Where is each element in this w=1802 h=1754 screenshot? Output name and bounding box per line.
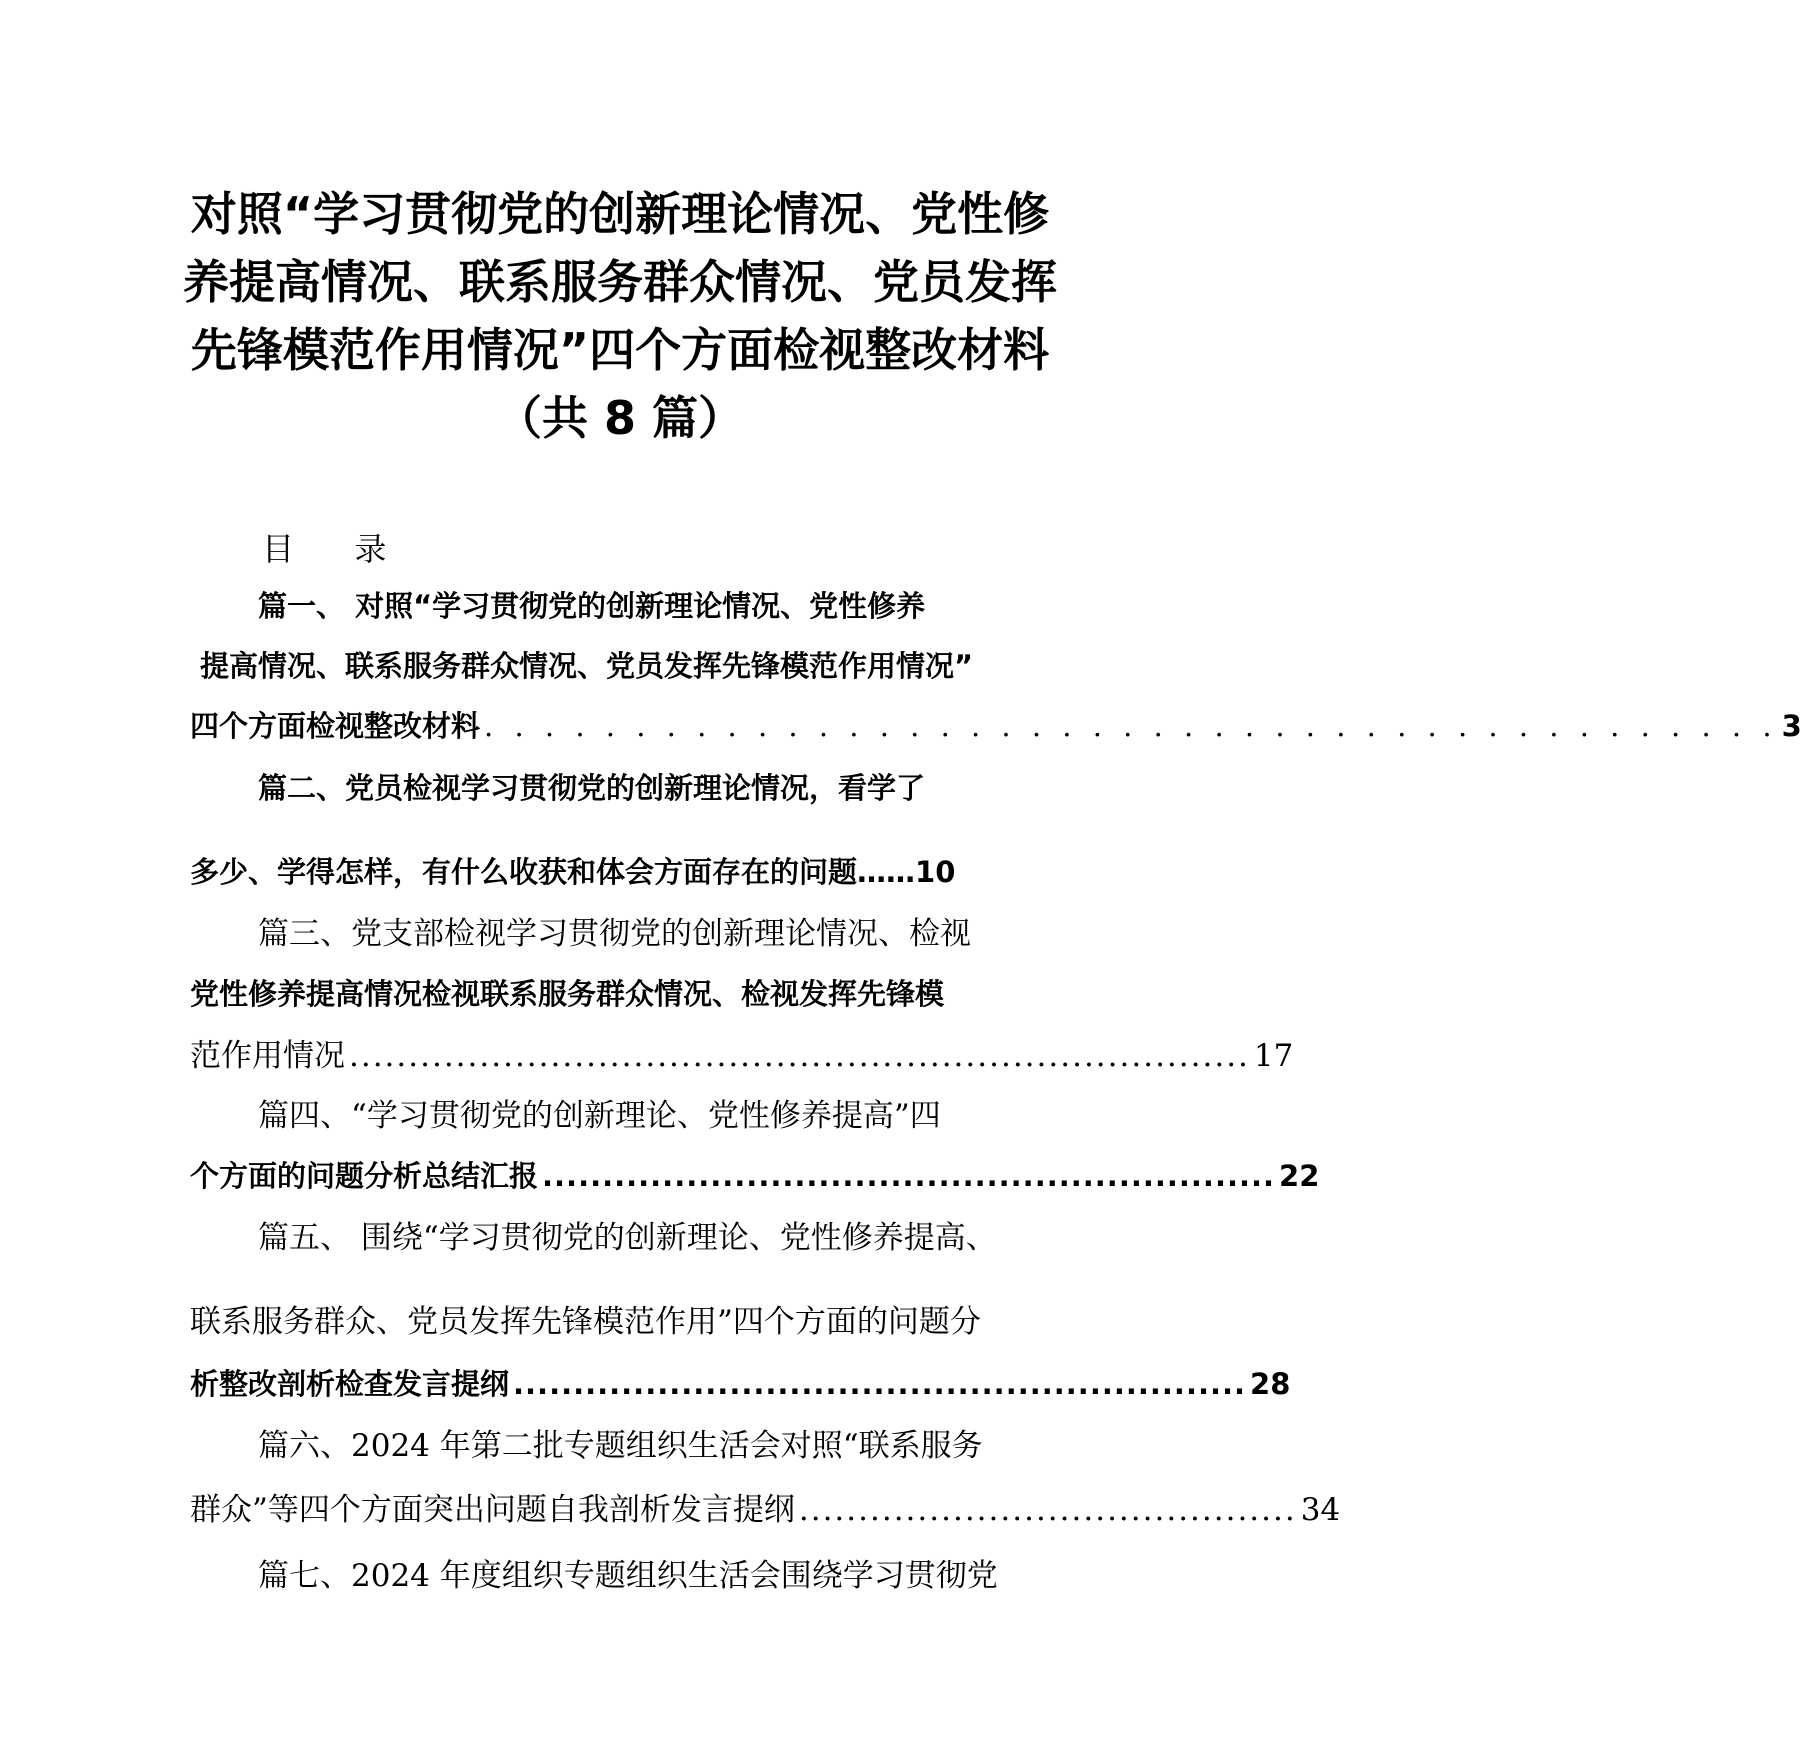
toc-entry-5-line-1[interactable]: 篇五、 围绕“学习贯彻党的创新理论、党性修养提高、 — [258, 1220, 997, 1256]
toc-entry-2-page: 10 — [915, 855, 956, 889]
toc-entry-1-last[interactable] — [190, 706, 1802, 746]
toc-entry-1-text: 四个方面检视整改材料 — [190, 709, 481, 743]
title-line-1: 对照“学习贯彻党的创新理论情况、党性修 — [190, 187, 1050, 241]
toc-entry-3-leader: ............................................................................ — [349, 1038, 1250, 1074]
toc-entry-6-last[interactable] — [190, 1490, 1341, 1530]
toc-entry-1-page: 3 — [1781, 709, 1802, 743]
toc-entry-3-page: 17 — [1253, 1038, 1294, 1074]
toc-entry-4-page: 22 — [1279, 1159, 1320, 1193]
toc-entry-5-leader: ............................................................. — [513, 1367, 1247, 1401]
toc-entry-4-leader: ............................................................. — [542, 1159, 1276, 1193]
title-line-4: （共 8 篇） — [495, 391, 745, 445]
document-title — [160, 180, 1080, 452]
toc-heading — [262, 524, 386, 570]
toc-entry-3-line-2[interactable]: 党性修养提高情况检视联系服务群众情况、检视发挥先锋模 — [190, 977, 945, 1011]
toc-entry-6-leader: .......................................... — [798, 1492, 1297, 1528]
toc-entry-4-text: 个方面的问题分析总结汇报 — [190, 1159, 539, 1193]
toc-entry-6-text: 群众”等四个方面突出问题自我剖析发言提纲 — [190, 1492, 795, 1528]
toc-entry-6-page: 34 — [1300, 1492, 1341, 1528]
toc-entry-3-line-1[interactable]: 篇三、党支部检视学习贯彻党的创新理论情况、检视 — [258, 916, 971, 952]
toc-entry-5-text: 析整改剖析检查发言提纲 — [190, 1367, 510, 1401]
toc-entry-4-last[interactable] — [190, 1156, 1320, 1196]
toc-entry-1-line-1[interactable]: 篇一、 对照“学习贯彻党的创新理论情况、党性修养 — [258, 589, 926, 623]
toc-entry-7-line-1[interactable]: 篇七、2024 年度组织专题组织生活会围绕学习贯彻党 — [258, 1558, 998, 1594]
toc-entry-5-last[interactable] — [190, 1364, 1291, 1404]
toc-heading-char-2: 录 — [354, 530, 387, 568]
toc-entry-2-text: 多少、学得怎样，有什么收获和体会方面存在的问题…… — [190, 855, 916, 889]
toc-entry-3-text: 范作用情况 — [190, 1038, 345, 1074]
toc-heading-char-1: 目 — [262, 530, 295, 568]
title-line-3: 先锋模范作用情况”四个方面检视整改材料 — [190, 323, 1050, 377]
toc-entry-2-line-1[interactable]: 篇二、党员检视学习贯彻党的创新理论情况，看学了 — [258, 771, 926, 805]
title-line-2: 养提高情况、联系服务群众情况、党员发挥 — [183, 255, 1057, 309]
toc-entry-3-last[interactable] — [190, 1036, 1294, 1076]
toc-entry-5-line-2[interactable]: 联系服务群众、党员发挥先锋模范作用”四个方面的问题分 — [190, 1304, 981, 1340]
toc-entry-1-line-2[interactable]: 提高情况、联系服务群众情况、党员发挥先锋模范作用情况” — [200, 649, 974, 683]
toc-entry-6-line-1[interactable]: 篇六、2024 年第二批专题组织生活会对照“联系服务 — [258, 1428, 983, 1464]
toc-entry-4-line-1[interactable]: 篇四、“学习贯彻党的创新理论、党性修养提高”四 — [258, 1098, 941, 1134]
toc-entry-1-leader: . . . . . . . . . . . . . . . . . . . . . . . . . . . . . . . . . . . . . . . . . . . — [484, 709, 1778, 743]
toc-entry-2-last[interactable] — [190, 852, 1030, 892]
toc-entry-5-page: 28 — [1250, 1367, 1291, 1401]
